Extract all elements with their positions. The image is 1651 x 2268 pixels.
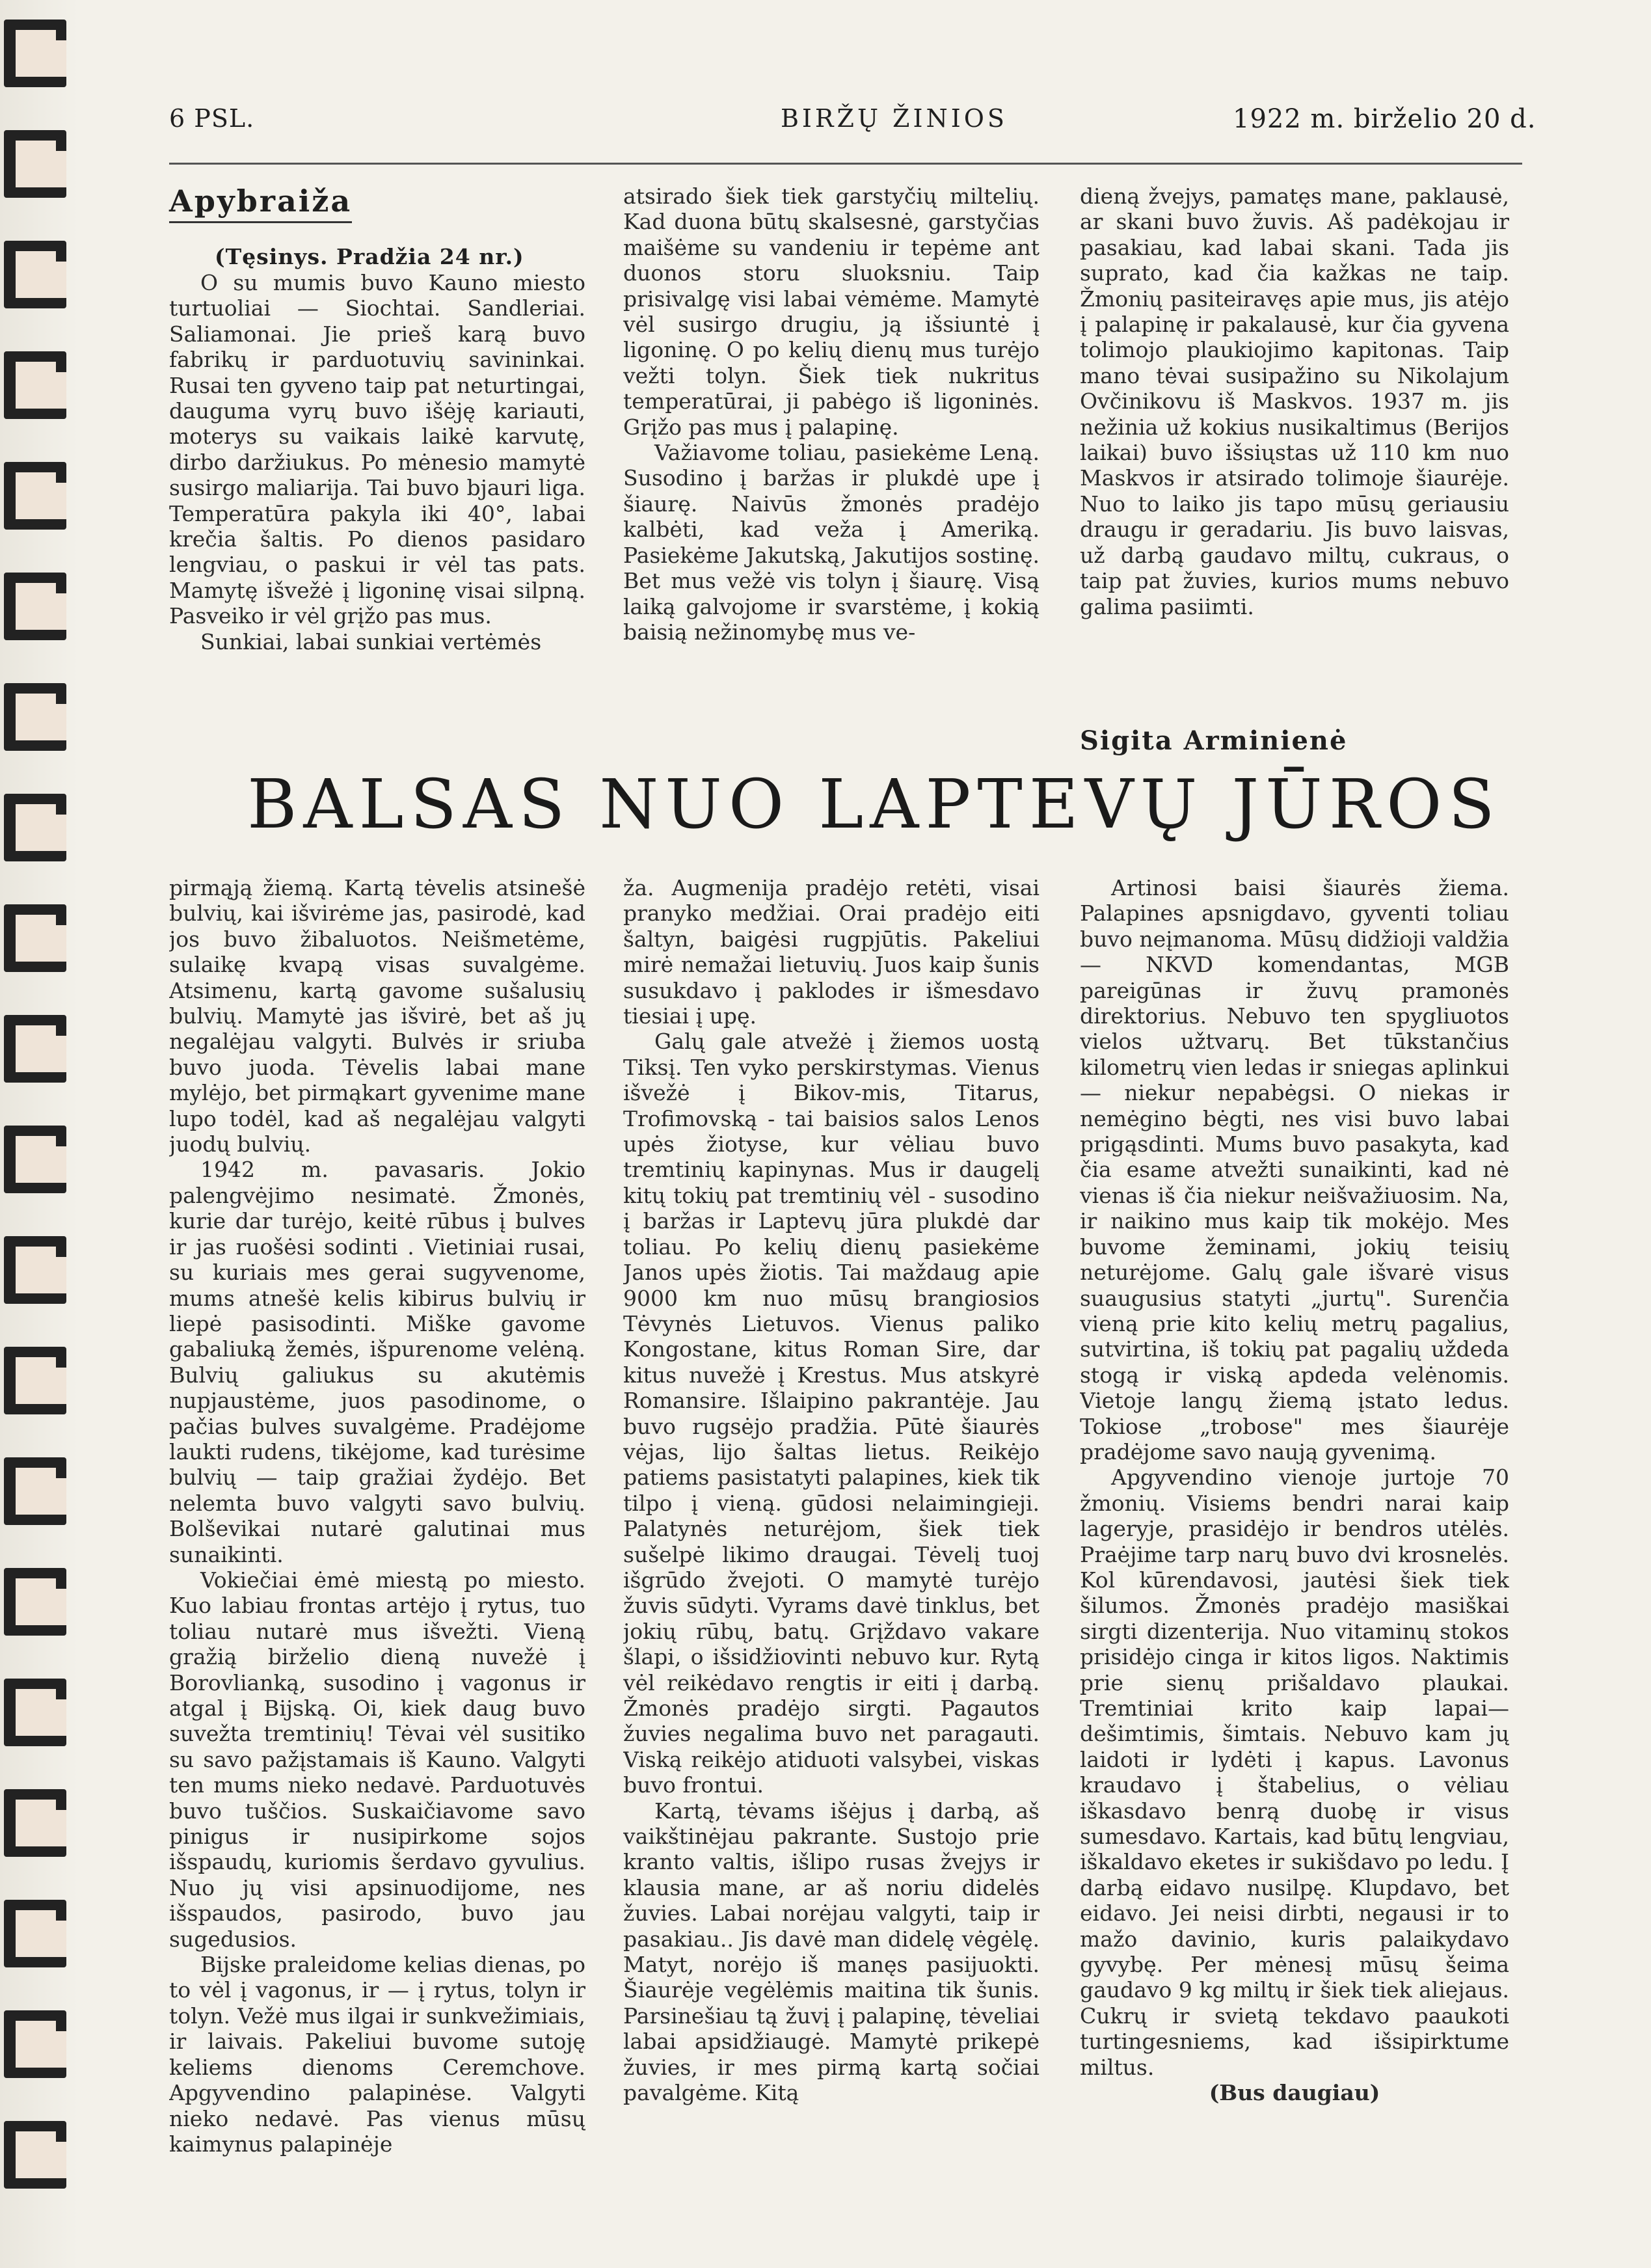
paragraph: pirmąją žiemą. Kartą tėvelis atsinešė bulvių, kai išvirėme jas, pasirodė, kad jos buvo žibaluotos. Neišmetėme, sulaikę kvapą visas suvalgėme. Atsimenu, kartą gavome sušalusių bulvių. Mamytė jas išvirė, bet aš jų negalėjau valgyti. Bulvės ir sriuba buvo juoda. Tėvelis labai mane mylėjo, bet pirmąkart gyvenime mane lupo todėl, kad aš negalėjau valgyti juodų bulvių.: [169, 875, 585, 1157]
binding-ring-icon: [4, 1457, 66, 1525]
binding-ring-icon: [4, 1347, 66, 1414]
binding-ring-icon: [4, 1126, 66, 1193]
binding-ring-icon: [4, 1568, 66, 1636]
continuation-note: (Tęsinys. Pradžia 24 nr.): [215, 244, 524, 269]
binding-ring-icon: [4, 130, 66, 198]
binding-ring-icon: [4, 1236, 66, 1304]
article-headline: BALSAS NUO LAPTEVŲ JŪROS: [247, 764, 1501, 844]
top-article-column-2: [623, 183, 1040, 691]
paragraph: atsirado šiek tiek garstyčių miltelių. Kad duona būtų skalsesnė, garstyčias maišėme su vandeniu ir tepėme ant duonos storu sluoksniu. Taip prisivalgę visi labai vėmėme. Mamytė vėl susirgo drugiu, ją išsiuntė į ligoninę. O po kelių dienų mus turėjo vežti tolyn. Šiek tiek nukritus temperatūrai, ji pabėgo iš ligoninės. Grįžo pas mus į palapinę.: [623, 183, 1040, 440]
binding-ring-icon: [4, 794, 66, 861]
binding-ring-icon: [4, 351, 66, 419]
binding-ring-icon: [4, 2010, 66, 2078]
article-author: Sigita Arminienė: [1080, 725, 1348, 756]
spiral-binding: [0, 0, 78, 2268]
paragraph: Artinosi baisi šiaurės žiema. Palapines apsnigdavo, gyventi toliau buvo neįmanoma. Mūsų didžioji valdžia — NKVD komendantas, MGB pareigūnas ir žuvų pramonės direktorius. Nebuvo ten spygliuotos vielos užtvarų. Bet tūkstančius kilometrų vien ledas ir sniegas aplinkui — niekur nepabėgsi. O niekas ir nemėgino bėgti, nes visi buvo labai prigąsdinti. Mums buvo pasakyta, kad čia esame atvežti sunaikinti, kad nė vienas iš čia niekur neišvažiuosim. Na, ir naikino mus kaip tik mokėjo. Mes buvome žeminami, jokių teisių neturėjome. Galų gale išvarė visus suaugusius statyti „jurtų". Surenčia vieną prie kito kelių metrų pagalius, sutvirtina, iš tokių pat pagalių uždeda stogą ir viską apdeda velėnomis. Vietoje langų žiemą įstato ledus. Tokiose „trobose" mes šiaurėje pradėjome savo naują gyvenimą.: [1080, 875, 1509, 1465]
newspaper-name: BIRŽŲ ŽINIOS: [781, 104, 1008, 133]
paragraph: O su mumis buvo Kauno miesto turtuoliai — Siochtai. Sandleriai. Saliamonai. Jie prieš karą buvo fabrikų ir parduotuvių savininkai. Rusai ten gyveno taip pat neturtingai, dauguma vyrų buvo išėję kariauti, moterys su vaikais laikė karvutę, dirbo daržiukus. Po mėnesio mamytė susirgo maliarija. Tai buvo bjauri liga. Temperatūra pakyla iki 40°, labai krečia šaltis. Po dienos pasidaro lengviau, o paskui ir vėl tas pats. Mamytę išvežė į ligoninę visai silpną. Pasveiko ir vėl grįžo pas mus.: [169, 270, 585, 629]
paragraph: 1942 m. pavasaris. Jokio palengvėjimo nesimatė. Žmonės, kurie dar turėjo, keitė rūbus į bulves ir jas ruošėsi sodinti . Vietiniai rusai, su kuriais mes gerai sugyvenome, mums atnešė kelis kibirus bulvių ir liepė pasisodinti. Miške gavome gabaliuką žemės, išpurenome velėną. Bulvių galiukus su akutėmis nupjaustėme, juos pasodinome, o pačias bulves suvalgėme. Pradėjome laukti rudens, tikėjome, kad turėsime bulvių — taip gražiai žydėjo. Bet nelemta buvo valgyti savo bulvių. Bolševikai nutarė galutinai mus sunaikinti.: [169, 1157, 585, 1567]
issue-date: 1922 m. birželio 20 d.: [1233, 104, 1537, 134]
binding-ring-icon: [4, 1789, 66, 1857]
continuation-signoff: (Bus daugiau): [1209, 2080, 1380, 2106]
top-article-column-3: [1080, 183, 1509, 697]
page-number: 6 PSL.: [169, 104, 255, 133]
binding-ring-icon: [4, 573, 66, 640]
binding-ring-icon: [4, 20, 66, 87]
binding-ring-icon: [4, 462, 66, 530]
binding-ring-icon: [4, 1015, 66, 1083]
newspaper-page: [98, 0, 1607, 2268]
main-article-column-1: [169, 875, 585, 2202]
paragraph: ža. Augmenija pradėjo retėti, visai pranyko medžiai. Orai pradėjo eiti šaltyn, baigėsi rugpjūtis. Pakeliui mirė nemažai lietuvių. Juos kaip šunis susukdavo į paklodes ir išmesdavo tiesiai į upę.: [623, 875, 1040, 1029]
paragraph: Važiavome toliau, pasiekėme Leną. Susodino į baržas ir plukdė upe į šiaurę. Naivūs žmonės pradėjo kalbėti, kad veža į Ameriką. Pasiekėme Jakutską, Jakutijos sostinę. Bet mus vežė vis tolyn į šiaurę. Visą laiką galvojome ir svarstėme, į kokią baisią nežinomybę mus ve-: [623, 440, 1040, 645]
binding-ring-icon: [4, 904, 66, 972]
main-article-column-3: [1080, 875, 1509, 2202]
binding-ring-icon: [4, 1679, 66, 1746]
section-title: Apybraiža: [169, 183, 352, 223]
paragraph: Vokiečiai ėmė miestą po miesto. Kuo labiau frontas artėjo į rytus, tuo toliau nutarė mus išvežti. Vieną gražią birželio dieną nuvežė į Borovlianką, susodino į vagonus ir atgal į Bijską. Oi, kiek daug buvo suvežta tremtinių! Tėvai vėl susitiko su savo pažįstamais iš Kauno. Valgyti ten mums nieko nedavė. Parduotuvės buvo tuščios. Suskaičiavome savo pinigus ir nusipirkome sojos išspaudų, kuriomis šerdavo gyvulius. Nuo jų visi apsinuodijome, nes išspaudos, pasirodo, buvo jau sugedusios.: [169, 1567, 585, 1952]
paragraph: dieną žvejys, pamatęs mane, paklausė, ar skani buvo žuvis. Aš padėkojau ir pasakiau, kad labai skani. Tada jis suprato, kad čia kažkas ne taip. Žmonių pasiteiravęs apie mus, jis atėjo į palapinę ir pakalausė, kur čia gyvena tolimojo plaukiojimo kapitonas. Taip mano tėvai susipažino su Nikolajum Ovčinikovu iš Maskvos. 1937 m. jis nežinia už kokius nusikaltimus (Berijos laikai) buvo išsiųstas už 110 km nuo Maskvos ir atsirado tolimoje šiaurėje. Nuo to laiko jis tapo mūsų geriausiu draugu ir geradariu. Jis buvo laisvas, už darbą gaudavo miltų, cukraus, o taip pat žuvies, kurios mums nebuvo galima pasiimti.: [1080, 183, 1509, 619]
binding-ring-icon: [4, 241, 66, 308]
paragraph: Sunkiai, labai sunkiai vertėmės: [200, 628, 542, 655]
top-article-column-1: [169, 270, 585, 693]
header-divider: [169, 163, 1522, 165]
paragraph: Bijske praleidome kelias dienas, po to vėl į vagonus, ir — į rytus, tolyn ir tolyn. Vežė mus ilgai ir sunkvežimiais, ir laivais. Pakeliui buvome sutoję keliems dienoms Ceremchove. Apgyvendino palapinėse. Valgyti nieko nedavė. Pas vienus mūsų kaimynus palapinėje: [169, 1952, 585, 2157]
binding-ring-icon: [4, 683, 66, 751]
paragraph: Galų gale atvežė į žiemos uostą Tiksį. Ten vyko perskirstymas. Vienus išvežė į Bikov-mis, Titarus, Trofimovską - tai baisios salos Lenos upės žiotyse, kur vėliau buvo tremtinių kapinynas. Mus ir daugelį kitų tokių pat tremtinių vėl - susodino į baržas ir Laptevų jūra plukdė dar toliau. Po kelių dienų pasiekėme Janos upės žiotis. Tai maždaug apie 9000 km nuo mūsų brangiosios Tėvynės Lietuvos. Vienus paliko Kongostane, kitus Roman Sire, dar kitus nuvežė į Krestus. Mus atskyrė Romansire. Išlaipino pakrantėje. Jau buvo rugsėjo pradžia. Pūtė šiaurės vėjas, lijo šaltas lietus. Reikėjo patiems pasistatyti palapines, kiek tik tilpo į vieną. gūdosi nelaimingieji. Palatynės neturėjom, šiek tiek sušelpė likimo draugai. Tėvelį tuoj išgrūdo žvejoti. O mamytė turėjo žuvis sūdyti. Vyrams davė tinklus, bet jokių rūbų, batų. Grįždavo vakare šlapi, o išsidžiovinti nebuvo kur. Rytą vėl reikėdavo rengtis ir eiti į darbą. Žmonės pradėjo sirgti. Pagautos žuvies negalima buvo net paragauti. Viską reikėjo atiduoti valsybei, viskas buvo frontui.: [623, 1029, 1040, 1798]
paragraph: Kartą, tėvams išėjus į darbą, aš vaikštinėjau pakrante. Sustojo prie kranto valtis, išlipo rusas žvejys ir klausia mane, ar aš noriu didelės žuvies. Labai norėjau valgyti, taip ir pasakiau.. Jis davė man didelę vėgėlę. Matyt, norėjo iš manęs pasijuokti. Šiaurėje vegėlėmis maitina tik šunis. Parsinešiau tą žuvį į palapinę, tėveliai labai apsidžiaugė. Mamytė prikepė žuvies, ir mes pirmą kartą sočiai pavalgėme. Kitą: [623, 1798, 1040, 2106]
main-article-column-2: [623, 875, 1040, 2202]
paragraph: Apgyvendino vienoje jurtoje 70 žmonių. Visiems bendri narai kaip lageryje, prasidėjo ir bendros utėlės. Praėjime tarp narų buvo dvi krosnelės. Kol kūrendavosi, jautėsi šiek tiek šilumos. Žmonės pradėjo masiškai sirgti dizenterija. Nuo vitaminų stokos prisidėjo cinga ir kitos ligos. Naktimis prie sienų prišaldavo plaukai. Tremtiniai krito kaip lapai—dešimtimis, šimtais. Nebuvo kam jų laidoti ir lydėti į kapus. Lavonus kraudavo į štabelius, o vėliau iškasdavo benrą duobę ir visus sumesdavo. Kartais, kad būtų lengviau, iškaldavo eketes ir sukišdavo po ledu. Į darbą eidavo nusilpę. Klupdavo, bet eidavo. Jei neisi dirbti, negausi ir to mažo davinio, kuris palaikydavo gyvybę. Per mėnesį mūsų šeima gaudavo 9 kg miltų ir šiek tiek aliejaus. Cukrų ir svietą tekdavo paaukoti turtingesniems, kad išsipirktume miltus.: [1080, 1465, 1509, 2080]
binding-ring-icon: [4, 1900, 66, 1967]
binding-ring-icon: [4, 2121, 66, 2189]
